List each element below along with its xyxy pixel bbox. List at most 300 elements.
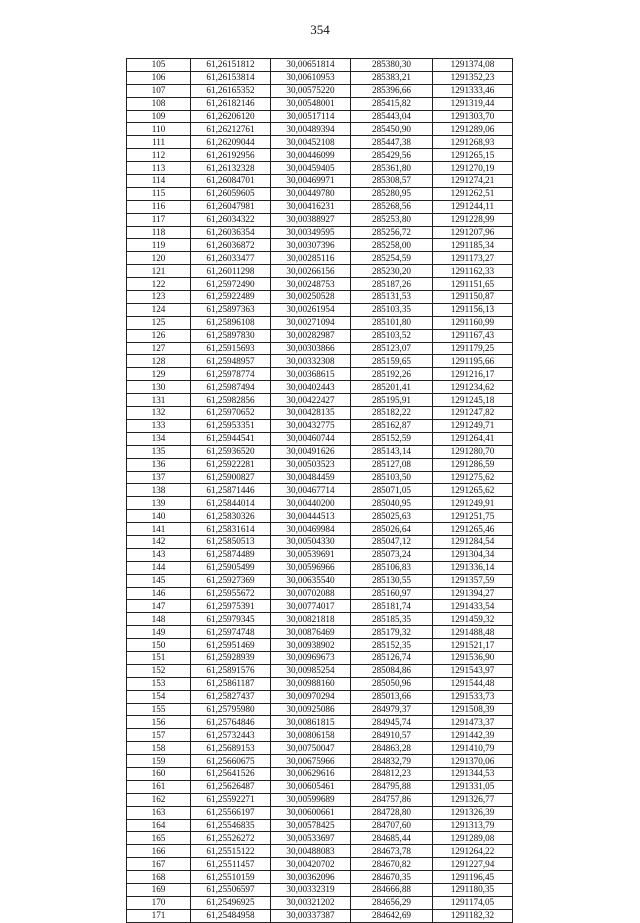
x-coordinate-cell: 285253,80 [351, 213, 433, 226]
point-number-cell: 150 [127, 639, 191, 652]
point-number-cell: 108 [127, 97, 191, 110]
longitude-cell: 30,00876469 [271, 626, 351, 639]
longitude-cell: 30,00503523 [271, 458, 351, 471]
table-row [127, 884, 513, 897]
longitude-cell: 30,00651814 [271, 59, 351, 72]
x-coordinate-cell: 284832,79 [351, 755, 433, 768]
point-number-cell: 152 [127, 664, 191, 677]
x-coordinate-cell: 285429,56 [351, 149, 433, 162]
latitude-cell: 61,25936520 [191, 445, 271, 458]
table-row [127, 110, 513, 123]
point-number-cell: 110 [127, 123, 191, 136]
x-coordinate-cell: 285256,72 [351, 226, 433, 239]
y-coordinate-cell: 1291264,41 [433, 432, 513, 445]
longitude-cell: 30,00469971 [271, 175, 351, 188]
point-number-cell: 125 [127, 316, 191, 329]
point-number-cell: 154 [127, 690, 191, 703]
longitude-cell: 30,00774017 [271, 600, 351, 613]
point-number-cell: 112 [127, 149, 191, 162]
point-number-cell: 169 [127, 884, 191, 897]
y-coordinate-cell: 1291251,75 [433, 510, 513, 523]
y-coordinate-cell: 1291442,39 [433, 729, 513, 742]
latitude-cell: 61,25891576 [191, 664, 271, 677]
latitude-cell: 61,25795980 [191, 703, 271, 716]
y-coordinate-cell: 1291247,82 [433, 407, 513, 420]
table-row [127, 548, 513, 561]
y-coordinate-cell: 1291227,94 [433, 858, 513, 871]
y-coordinate-cell: 1291488,48 [433, 626, 513, 639]
latitude-cell: 61,25546835 [191, 819, 271, 832]
latitude-cell: 61,25506597 [191, 884, 271, 897]
latitude-cell: 61,25831614 [191, 523, 271, 536]
table-row [127, 149, 513, 162]
table-row [127, 239, 513, 252]
y-coordinate-cell: 1291543,97 [433, 664, 513, 677]
point-number-cell: 147 [127, 600, 191, 613]
point-number-cell: 118 [127, 226, 191, 239]
table-row [127, 213, 513, 226]
x-coordinate-cell: 285073,24 [351, 548, 433, 561]
x-coordinate-cell: 285152,35 [351, 639, 433, 652]
table-row [127, 858, 513, 871]
latitude-cell: 61,25732443 [191, 729, 271, 742]
point-number-cell: 132 [127, 407, 191, 420]
point-number-cell: 160 [127, 767, 191, 780]
point-number-cell: 106 [127, 71, 191, 84]
longitude-cell: 30,00337387 [271, 909, 351, 922]
longitude-cell: 30,00307396 [271, 239, 351, 252]
longitude-cell: 30,00517114 [271, 110, 351, 123]
point-number-cell: 156 [127, 716, 191, 729]
x-coordinate-cell: 285192,26 [351, 368, 433, 381]
y-coordinate-cell: 1291536,90 [433, 651, 513, 664]
y-coordinate-cell: 1291331,05 [433, 780, 513, 793]
table-row [127, 561, 513, 574]
latitude-cell: 61,25972490 [191, 278, 271, 291]
x-coordinate-cell: 285258,00 [351, 239, 433, 252]
longitude-cell: 30,00578425 [271, 819, 351, 832]
y-coordinate-cell: 1291182,32 [433, 909, 513, 922]
x-coordinate-cell: 285383,21 [351, 71, 433, 84]
point-number-cell: 149 [127, 626, 191, 639]
y-coordinate-cell: 1291313,79 [433, 819, 513, 832]
y-coordinate-cell: 1291333,46 [433, 84, 513, 97]
y-coordinate-cell: 1291151,65 [433, 278, 513, 291]
longitude-cell: 30,00600661 [271, 806, 351, 819]
latitude-cell: 61,26151812 [191, 59, 271, 72]
table-row [127, 419, 513, 432]
latitude-cell: 61,26036872 [191, 239, 271, 252]
longitude-cell: 30,00368615 [271, 368, 351, 381]
table-row [127, 252, 513, 265]
x-coordinate-cell: 285106,83 [351, 561, 433, 574]
table-row [127, 651, 513, 664]
point-number-cell: 134 [127, 432, 191, 445]
y-coordinate-cell: 1291544,48 [433, 677, 513, 690]
table-row [127, 716, 513, 729]
table-row [127, 123, 513, 136]
latitude-cell: 61,25974748 [191, 626, 271, 639]
longitude-cell: 30,00605461 [271, 780, 351, 793]
longitude-cell: 30,00446099 [271, 149, 351, 162]
longitude-cell: 30,00575220 [271, 84, 351, 97]
latitude-cell: 61,26132328 [191, 162, 271, 175]
point-number-cell: 123 [127, 291, 191, 304]
latitude-cell: 61,26209044 [191, 136, 271, 149]
x-coordinate-cell: 285071,05 [351, 484, 433, 497]
latitude-cell: 61,25484958 [191, 909, 271, 922]
x-coordinate-cell: 285450,90 [351, 123, 433, 136]
latitude-cell: 61,25526272 [191, 832, 271, 845]
latitude-cell: 61,25922281 [191, 458, 271, 471]
table-row [127, 535, 513, 548]
x-coordinate-cell: 284795,88 [351, 780, 433, 793]
longitude-cell: 30,00938902 [271, 639, 351, 652]
y-coordinate-cell: 1291185,34 [433, 239, 513, 252]
latitude-cell: 61,25928939 [191, 651, 271, 664]
longitude-cell: 30,00388927 [271, 213, 351, 226]
latitude-cell: 61,25905499 [191, 561, 271, 574]
longitude-cell: 30,00821818 [271, 613, 351, 626]
x-coordinate-cell: 285127,08 [351, 458, 433, 471]
y-coordinate-cell: 1291150,87 [433, 291, 513, 304]
table-row [127, 187, 513, 200]
x-coordinate-cell: 284656,29 [351, 896, 433, 909]
x-coordinate-cell: 285131,53 [351, 291, 433, 304]
y-coordinate-cell: 1291304,34 [433, 548, 513, 561]
point-number-cell: 136 [127, 458, 191, 471]
longitude-cell: 30,00332308 [271, 355, 351, 368]
table-row [127, 664, 513, 677]
y-coordinate-cell: 1291234,62 [433, 381, 513, 394]
y-coordinate-cell: 1291280,70 [433, 445, 513, 458]
point-number-cell: 168 [127, 871, 191, 884]
table-row [127, 407, 513, 420]
point-number-cell: 141 [127, 523, 191, 536]
longitude-cell: 30,00321202 [271, 896, 351, 909]
x-coordinate-cell: 285254,59 [351, 252, 433, 265]
y-coordinate-cell: 1291265,46 [433, 523, 513, 536]
y-coordinate-cell: 1291180,35 [433, 884, 513, 897]
point-number-cell: 135 [127, 445, 191, 458]
x-coordinate-cell: 285187,26 [351, 278, 433, 291]
latitude-cell: 61,25927369 [191, 574, 271, 587]
longitude-cell: 30,00416231 [271, 200, 351, 213]
table-row [127, 896, 513, 909]
point-number-cell: 127 [127, 342, 191, 355]
table-row [127, 303, 513, 316]
table-row [127, 71, 513, 84]
longitude-cell: 30,00349595 [271, 226, 351, 239]
table-row [127, 510, 513, 523]
latitude-cell: 61,26153814 [191, 71, 271, 84]
y-coordinate-cell: 1291521,17 [433, 639, 513, 652]
point-number-cell: 153 [127, 677, 191, 690]
y-coordinate-cell: 1291336,14 [433, 561, 513, 574]
latitude-cell: 61,25764846 [191, 716, 271, 729]
latitude-cell: 61,25922489 [191, 291, 271, 304]
table-row [127, 200, 513, 213]
table-row [127, 587, 513, 600]
table-row [127, 316, 513, 329]
y-coordinate-cell: 1291374,08 [433, 59, 513, 72]
point-number-cell: 167 [127, 858, 191, 871]
y-coordinate-cell: 1291173,27 [433, 252, 513, 265]
point-number-cell: 143 [127, 548, 191, 561]
point-number-cell: 166 [127, 845, 191, 858]
longitude-cell: 30,00539691 [271, 548, 351, 561]
y-coordinate-cell: 1291433,54 [433, 600, 513, 613]
table-row [127, 329, 513, 342]
point-number-cell: 140 [127, 510, 191, 523]
y-coordinate-cell: 1291352,23 [433, 71, 513, 84]
table-row [127, 226, 513, 239]
x-coordinate-cell: 285123,07 [351, 342, 433, 355]
x-coordinate-cell: 284728,80 [351, 806, 433, 819]
table-row [127, 819, 513, 832]
table-row [127, 780, 513, 793]
x-coordinate-cell: 284666,88 [351, 884, 433, 897]
table-body [127, 59, 513, 923]
longitude-cell: 30,00432775 [271, 419, 351, 432]
y-coordinate-cell: 1291249,71 [433, 419, 513, 432]
x-coordinate-cell: 284642,69 [351, 909, 433, 922]
table-row [127, 368, 513, 381]
table-row [127, 755, 513, 768]
point-number-cell: 162 [127, 793, 191, 806]
x-coordinate-cell: 285103,35 [351, 303, 433, 316]
longitude-cell: 30,00985254 [271, 664, 351, 677]
table-row [127, 729, 513, 742]
coordinates-table [126, 58, 513, 923]
latitude-cell: 61,25496925 [191, 896, 271, 909]
latitude-cell: 61,25641526 [191, 767, 271, 780]
table-row [127, 806, 513, 819]
longitude-cell: 30,00925086 [271, 703, 351, 716]
y-coordinate-cell: 1291533,73 [433, 690, 513, 703]
longitude-cell: 30,00250528 [271, 291, 351, 304]
y-coordinate-cell: 1291284,54 [433, 535, 513, 548]
point-number-cell: 126 [127, 329, 191, 342]
table-row [127, 484, 513, 497]
x-coordinate-cell: 285050,96 [351, 677, 433, 690]
y-coordinate-cell: 1291326,39 [433, 806, 513, 819]
table-row [127, 162, 513, 175]
point-number-cell: 165 [127, 832, 191, 845]
latitude-cell: 61,25944541 [191, 432, 271, 445]
point-number-cell: 161 [127, 780, 191, 793]
point-number-cell: 131 [127, 394, 191, 407]
latitude-cell: 61,25975391 [191, 600, 271, 613]
latitude-cell: 61,25948957 [191, 355, 271, 368]
y-coordinate-cell: 1291262,51 [433, 187, 513, 200]
x-coordinate-cell: 285040,95 [351, 497, 433, 510]
y-coordinate-cell: 1291265,15 [433, 149, 513, 162]
longitude-cell: 30,00861815 [271, 716, 351, 729]
x-coordinate-cell: 284670,82 [351, 858, 433, 871]
x-coordinate-cell: 285103,52 [351, 329, 433, 342]
y-coordinate-cell: 1291245,18 [433, 394, 513, 407]
table-row [127, 690, 513, 703]
longitude-cell: 30,00452108 [271, 136, 351, 149]
table-row [127, 278, 513, 291]
y-coordinate-cell: 1291344,53 [433, 767, 513, 780]
point-number-cell: 124 [127, 303, 191, 316]
latitude-cell: 61,25979345 [191, 613, 271, 626]
y-coordinate-cell: 1291303,70 [433, 110, 513, 123]
longitude-cell: 30,00271094 [271, 316, 351, 329]
longitude-cell: 30,00750047 [271, 742, 351, 755]
table-row [127, 639, 513, 652]
x-coordinate-cell: 285126,74 [351, 651, 433, 664]
table-row [127, 742, 513, 755]
x-coordinate-cell: 284707,60 [351, 819, 433, 832]
latitude-cell: 61,25660675 [191, 755, 271, 768]
table-row [127, 97, 513, 110]
point-number-cell: 171 [127, 909, 191, 922]
y-coordinate-cell: 1291156,13 [433, 303, 513, 316]
x-coordinate-cell: 285160,97 [351, 587, 433, 600]
table-row [127, 59, 513, 72]
point-number-cell: 137 [127, 471, 191, 484]
table-row [127, 458, 513, 471]
latitude-cell: 61,25515122 [191, 845, 271, 858]
latitude-cell: 61,26059605 [191, 187, 271, 200]
point-number-cell: 158 [127, 742, 191, 755]
y-coordinate-cell: 1291244,11 [433, 200, 513, 213]
point-number-cell: 164 [127, 819, 191, 832]
longitude-cell: 30,00504330 [271, 535, 351, 548]
y-coordinate-cell: 1291216,17 [433, 368, 513, 381]
longitude-cell: 30,00969673 [271, 651, 351, 664]
longitude-cell: 30,00362096 [271, 871, 351, 884]
x-coordinate-cell: 285162,87 [351, 419, 433, 432]
longitude-cell: 30,00491626 [271, 445, 351, 458]
longitude-cell: 30,00449780 [271, 187, 351, 200]
latitude-cell: 61,25955672 [191, 587, 271, 600]
longitude-cell: 30,00610953 [271, 71, 351, 84]
latitude-cell: 61,25861187 [191, 677, 271, 690]
longitude-cell: 30,00428135 [271, 407, 351, 420]
x-coordinate-cell: 285396,66 [351, 84, 433, 97]
latitude-cell: 61,26084701 [191, 175, 271, 188]
latitude-cell: 61,25978774 [191, 368, 271, 381]
x-coordinate-cell: 285025,63 [351, 510, 433, 523]
point-number-cell: 122 [127, 278, 191, 291]
longitude-cell: 30,00489394 [271, 123, 351, 136]
longitude-cell: 30,00248753 [271, 278, 351, 291]
latitude-cell: 61,25953351 [191, 419, 271, 432]
point-number-cell: 128 [127, 355, 191, 368]
table-row [127, 381, 513, 394]
table-row [127, 291, 513, 304]
point-number-cell: 105 [127, 59, 191, 72]
y-coordinate-cell: 1291326,77 [433, 793, 513, 806]
x-coordinate-cell: 284685,44 [351, 832, 433, 845]
latitude-cell: 61,26011298 [191, 265, 271, 278]
latitude-cell: 61,25874489 [191, 548, 271, 561]
longitude-cell: 30,00988160 [271, 677, 351, 690]
x-coordinate-cell: 285159,65 [351, 355, 433, 368]
y-coordinate-cell: 1291167,43 [433, 329, 513, 342]
longitude-cell: 30,00282987 [271, 329, 351, 342]
latitude-cell: 61,26212761 [191, 123, 271, 136]
table-row [127, 703, 513, 716]
point-number-cell: 138 [127, 484, 191, 497]
y-coordinate-cell: 1291274,21 [433, 175, 513, 188]
longitude-cell: 30,00675966 [271, 755, 351, 768]
x-coordinate-cell: 285201,41 [351, 381, 433, 394]
latitude-cell: 61,26034322 [191, 213, 271, 226]
x-coordinate-cell: 285230,20 [351, 265, 433, 278]
table-row [127, 394, 513, 407]
latitude-cell: 61,26182146 [191, 97, 271, 110]
longitude-cell: 30,00440200 [271, 497, 351, 510]
x-coordinate-cell: 285103,50 [351, 471, 433, 484]
y-coordinate-cell: 1291195,66 [433, 355, 513, 368]
table-row [127, 84, 513, 97]
latitude-cell: 61,26047981 [191, 200, 271, 213]
point-number-cell: 148 [127, 613, 191, 626]
longitude-cell: 30,00484459 [271, 471, 351, 484]
y-coordinate-cell: 1291162,33 [433, 265, 513, 278]
y-coordinate-cell: 1291289,08 [433, 832, 513, 845]
point-number-cell: 113 [127, 162, 191, 175]
x-coordinate-cell: 285047,12 [351, 535, 433, 548]
x-coordinate-cell: 285101,80 [351, 316, 433, 329]
longitude-cell: 30,00266156 [271, 265, 351, 278]
y-coordinate-cell: 1291196,45 [433, 871, 513, 884]
point-number-cell: 133 [127, 419, 191, 432]
y-coordinate-cell: 1291473,37 [433, 716, 513, 729]
point-number-cell: 111 [127, 136, 191, 149]
y-coordinate-cell: 1291289,06 [433, 123, 513, 136]
latitude-cell: 61,25951469 [191, 639, 271, 652]
latitude-cell: 61,25850513 [191, 535, 271, 548]
point-number-cell: 151 [127, 651, 191, 664]
y-coordinate-cell: 1291264,22 [433, 845, 513, 858]
longitude-cell: 30,00488083 [271, 845, 351, 858]
longitude-cell: 30,00332319 [271, 884, 351, 897]
table-row [127, 767, 513, 780]
x-coordinate-cell: 285179,32 [351, 626, 433, 639]
point-number-cell: 139 [127, 497, 191, 510]
point-number-cell: 159 [127, 755, 191, 768]
table-row [127, 613, 513, 626]
x-coordinate-cell: 285308,57 [351, 175, 433, 188]
x-coordinate-cell: 284910,57 [351, 729, 433, 742]
point-number-cell: 107 [127, 84, 191, 97]
latitude-cell: 61,25900827 [191, 471, 271, 484]
longitude-cell: 30,00548001 [271, 97, 351, 110]
longitude-cell: 30,00599689 [271, 793, 351, 806]
point-number-cell: 115 [127, 187, 191, 200]
x-coordinate-cell: 285013,66 [351, 690, 433, 703]
table-row [127, 355, 513, 368]
latitude-cell: 61,25871446 [191, 484, 271, 497]
table-row [127, 845, 513, 858]
x-coordinate-cell: 284757,86 [351, 793, 433, 806]
latitude-cell: 61,25592271 [191, 793, 271, 806]
x-coordinate-cell: 285361,80 [351, 162, 433, 175]
latitude-cell: 61,25844014 [191, 497, 271, 510]
x-coordinate-cell: 284812,23 [351, 767, 433, 780]
table-row [127, 574, 513, 587]
table-row [127, 136, 513, 149]
longitude-cell: 30,00422427 [271, 394, 351, 407]
latitude-cell: 61,25970652 [191, 407, 271, 420]
table-row [127, 497, 513, 510]
